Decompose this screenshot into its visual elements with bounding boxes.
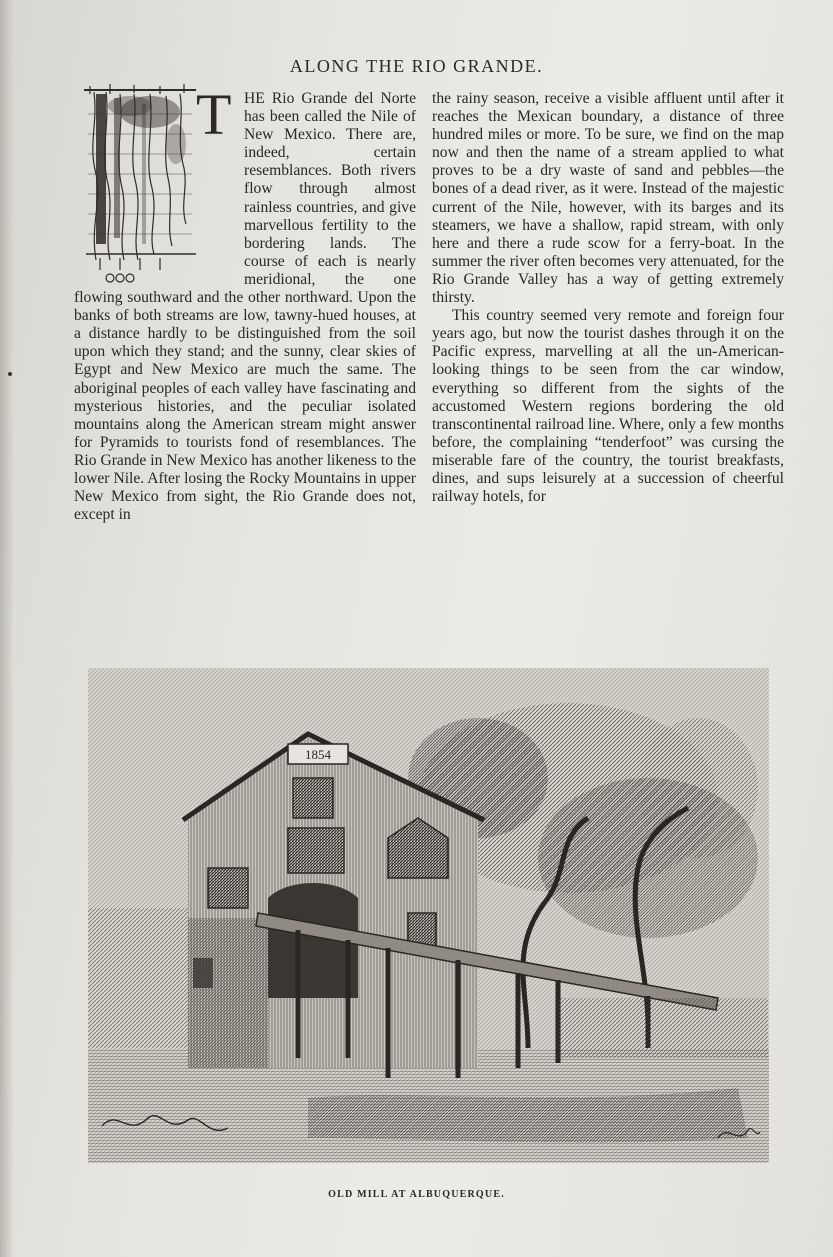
illustration-caption: OLD MILL AT ALBUQUERQUE.	[328, 1189, 505, 1200]
page-edge-shadow	[0, 0, 14, 1257]
initial-ornament-vines-icon	[80, 84, 198, 290]
right-column-paragraph-2: This country seemed very remote and foreign four years ago, but now the tourist dashes through it on the Pacific express, marvelling at all the un-American-looking things to be seen from the car window, everything so different from the sights of the accustomed Western regions bordering the old transcontinental railroad line. Where, only a few months before, the complaining “tenderfoot” was cursing the miserable fare of the country, the tourist breakfasts, dines, and sups leisurely at a succession of cheerful railway hotels, for	[432, 307, 784, 506]
ornamental-initial	[74, 82, 234, 286]
right-column	[432, 90, 784, 506]
date-sign: 1854	[305, 747, 331, 762]
running-head: ALONG THE RIO GRANDE.	[289, 56, 544, 76]
old-mill-illustration	[88, 668, 769, 1163]
drop-cap: T	[196, 82, 232, 147]
left-column	[74, 82, 416, 524]
right-column-paragraph-1: the rainy season, receive a visible affluent until after it reaches the Mexican boundary, a distance of three hundred miles or more. To be sure, we find on the map now and then the name of a stream applied to what proves to be a dry waste of sand and pebbles—the bones of a dead river, as it were. Instead of the majestic current of the Nile, however, with its barges and its steamers, we have a shallow, rapid stream, with only here and there a rude scow for a ferry-boat. In the summer the river often becomes very attenuated, for the Rio Grande Valley has a way of getting extremely thirsty.	[432, 90, 784, 307]
old-mill-engraving	[88, 668, 769, 1163]
left-column-text: HE Rio Grande del Norte has been called the Nile of New Mexico. There are, indeed, certain resemblances. Both rivers flow through almost rainless countries, and give marvellous fertility to the bordering lands. The course of each is nearly meridional, the one flowing southward and the other northward. Upon the banks of both streams are low, tawny-hued houses, at a distance hardly to be distinguished from the soil upon which they stand; and the sunny, clear skies of Egypt and New Mexico are much the same. The aboriginal peoples of each valley have fascinating and mysterious histories, and the peculiar isolated mountains along the American stream might answer for Pyramids to tourists fond of resemblances. The Rio Grande in New Mexico has another likeness to the lower Nile. After losing the Rocky Mountains in upper New Mexico from sight, the Rio Grande does not, except in	[74, 90, 416, 524]
adobe-wall	[558, 998, 768, 1058]
ink-speck	[8, 372, 12, 376]
